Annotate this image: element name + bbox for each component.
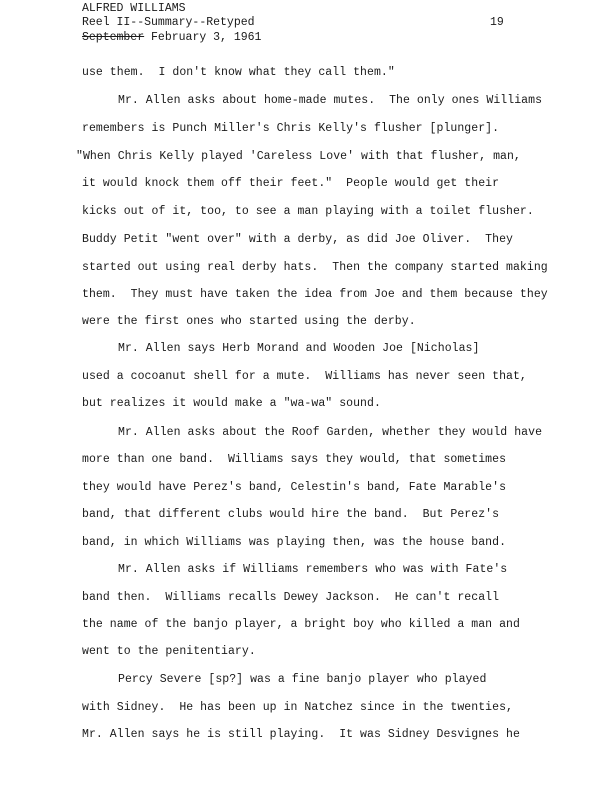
- transcript-line: Mr. Allen says he is still playing. It was Sidney Desvignes he: [82, 728, 520, 741]
- transcript-line: Buddy Petit "went over" with a derby, as did Joe Oliver. They: [82, 233, 513, 246]
- page-number: 19: [490, 16, 504, 29]
- transcript-line: Mr. Allen asks about the Roof Garden, whether they would have: [118, 426, 543, 439]
- session-date: [82, 31, 261, 45]
- transcript-line: band, in which Williams was playing then, was the house band.: [82, 536, 507, 549]
- transcript-line: kicks out of it, too, to see a man playing with a toilet flusher.: [82, 205, 534, 218]
- transcript-line: they would have Perez's band, Celestin's band, Fate Marable's: [82, 481, 507, 494]
- transcript-line: started out using real derby hats. Then the company started making: [82, 261, 548, 274]
- transcript-line: use them. I don't know what they call them.": [82, 66, 395, 79]
- transcript-line: more than one band. Williams says they would, that sometimes: [82, 453, 507, 466]
- transcript-line: Mr. Allen asks if Williams remembers who was with Fate's: [118, 563, 508, 576]
- interviewee-name: ALFRED WILLIAMS: [82, 2, 186, 15]
- transcript-line: the name of the banjo player, a bright boy who killed a man and: [82, 618, 520, 631]
- date-text: February 3, 1961: [151, 31, 262, 44]
- transcript-line: with Sidney. He has been up in Natchez since in the twenties,: [82, 701, 513, 714]
- transcript-line: band then. Williams recalls Dewey Jackson. He can't recall: [82, 591, 500, 604]
- struck-word: September: [82, 31, 145, 44]
- transcript-line: but realizes it would make a "wa-wa" sound.: [82, 397, 381, 410]
- transcript-line: remembers is Punch Miller's Chris Kelly's flusher [plunger].: [82, 122, 500, 135]
- transcript-line: it would knock them off their feet." People would get their: [82, 177, 500, 190]
- transcript-line: used a cocoanut shell for a mute. Williams has never seen that,: [82, 370, 527, 383]
- transcript-line: went to the penitentiary.: [82, 645, 256, 658]
- transcript-line: Mr. Allen asks about home-made mutes. The only ones Williams: [118, 94, 543, 107]
- transcript-line: Percy Severe [sp?] was a fine banjo player who played: [118, 673, 487, 686]
- transcript-line: "When Chris Kelly played 'Careless Love' with that flusher, man,: [76, 150, 521, 163]
- transcript-line: them. They must have taken the idea from Joe and them because they: [82, 288, 548, 301]
- transcript-line: were the first ones who started using the derby.: [82, 315, 416, 328]
- reel-label: Reel II--Summary--Retyped: [82, 16, 255, 29]
- transcript-line: band, that different clubs would hire the band. But Perez's: [82, 508, 500, 521]
- transcript-line: Mr. Allen says Herb Morand and Wooden Joe [Nicholas]: [118, 342, 480, 355]
